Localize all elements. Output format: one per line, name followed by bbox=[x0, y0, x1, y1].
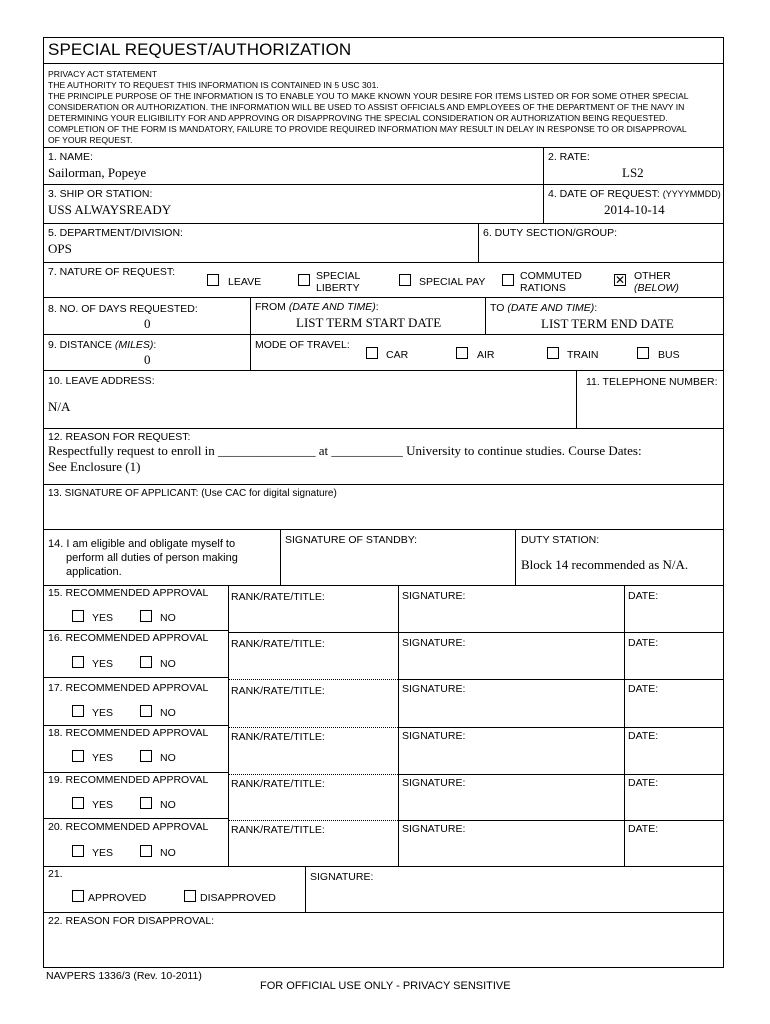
approval-text: RECOMMENDED APPROVAL bbox=[65, 727, 209, 739]
reason-line-2[interactable]: See Enclosure (1) bbox=[48, 459, 141, 474]
privacy-line: COMPLETION OF THE FORM IS MANDATORY, FAILURE TO PROVIDE REQUIRED INFORMATION MAY RESULT IN DELAY IN RESPONSE TO OR DISAPPROVAL bbox=[48, 124, 687, 134]
car-checkbox[interactable] bbox=[366, 347, 378, 359]
divider bbox=[624, 585, 625, 866]
air-checkbox[interactable] bbox=[456, 347, 468, 359]
telephone-label: 11. TELEPHONE NUMBER: bbox=[586, 376, 718, 388]
no-checkbox[interactable] bbox=[140, 705, 152, 717]
no-checkbox[interactable] bbox=[140, 750, 152, 762]
approval-label bbox=[48, 632, 208, 644]
approval-text: RECOMMENDED APPROVAL bbox=[65, 821, 209, 833]
divider bbox=[228, 632, 724, 633]
yes-label: YES bbox=[92, 752, 114, 764]
divider bbox=[543, 147, 544, 223]
divider bbox=[43, 585, 724, 586]
divider bbox=[228, 679, 398, 680]
divider bbox=[43, 184, 724, 185]
commuted-rations-label: COMMUTED bbox=[520, 270, 582, 282]
divider bbox=[43, 223, 724, 224]
to-label: TO (DATE AND TIME): bbox=[490, 302, 598, 314]
ship-field[interactable]: USS ALWAYSREADY bbox=[48, 202, 172, 217]
block14-line-2: perform all duties of person making bbox=[66, 552, 238, 564]
duty-station-label: DUTY STATION: bbox=[521, 534, 600, 546]
leave-label: LEAVE bbox=[228, 276, 262, 288]
disapproved-label: DISAPPROVED bbox=[200, 892, 276, 904]
duty-section-label: 6. DUTY SECTION/GROUP: bbox=[483, 227, 617, 239]
special-liberty-label: SPECIAL bbox=[316, 270, 361, 282]
other-label: OTHER bbox=[634, 270, 671, 282]
approval-number: 17. bbox=[48, 682, 63, 694]
divider bbox=[398, 774, 724, 775]
no-checkbox[interactable] bbox=[140, 797, 152, 809]
block14-line-1: 14. I am eligible and obligate myself to bbox=[48, 538, 236, 550]
signature-label: SIGNATURE: bbox=[402, 730, 466, 742]
special-pay-label: SPECIAL PAY bbox=[419, 276, 486, 288]
block14-line-3: application. bbox=[66, 566, 122, 578]
divider bbox=[398, 585, 399, 866]
from-hint: (DATE AND TIME) bbox=[288, 301, 376, 313]
approval-number: 19. bbox=[48, 774, 63, 786]
name-label: 1. NAME: bbox=[48, 151, 93, 163]
approval-text: RECOMMENDED APPROVAL bbox=[65, 774, 209, 786]
leave-checkbox[interactable] bbox=[207, 274, 219, 286]
yes-checkbox[interactable] bbox=[72, 656, 84, 668]
date-label: DATE: bbox=[628, 590, 659, 602]
approval-text: RECOMMENDED APPROVAL bbox=[65, 682, 209, 694]
form-id: NAVPERS 1336/3 (Rev. 10-2011) bbox=[46, 970, 202, 982]
divider bbox=[43, 262, 724, 263]
date-field[interactable]: 2014-10-14 bbox=[604, 202, 665, 217]
no-label: NO bbox=[160, 799, 176, 811]
no-label: NO bbox=[160, 847, 176, 859]
divider bbox=[280, 529, 281, 585]
form-title: SPECIAL REQUEST/AUTHORIZATION bbox=[48, 40, 352, 59]
to-label-text: TO bbox=[490, 302, 505, 314]
leave-address-field[interactable]: N/A bbox=[48, 399, 71, 414]
divider bbox=[43, 772, 228, 773]
days-field[interactable]: 0 bbox=[144, 316, 151, 331]
no-checkbox[interactable] bbox=[140, 656, 152, 668]
divider bbox=[43, 370, 724, 371]
divider bbox=[43, 912, 724, 913]
privacy-line: THE PRINCIPLE PURPOSE OF THE INFORMATION IS TO ENABLE YOU TO MAKE KNOWN YOUR DESIRE FOR ITEMS LISTED OR FOR SOME OTHER SPECIAL bbox=[48, 91, 689, 101]
divider bbox=[478, 223, 479, 262]
distance-field[interactable]: 0 bbox=[144, 352, 151, 367]
from-label-text: FROM bbox=[255, 301, 286, 313]
no-checkbox[interactable] bbox=[140, 845, 152, 857]
no-label: NO bbox=[160, 707, 176, 719]
divider bbox=[250, 297, 251, 370]
approval-label bbox=[48, 821, 208, 833]
divider bbox=[43, 677, 228, 678]
approval-text: RECOMMENDED APPROVAL bbox=[65, 632, 209, 644]
date-label bbox=[548, 188, 721, 200]
from-field[interactable]: LIST TERM START DATE bbox=[296, 315, 442, 330]
signature-label: SIGNATURE: bbox=[402, 777, 466, 789]
privacy-heading: PRIVACY ACT STATEMENT bbox=[48, 69, 158, 79]
special-liberty-label-2: LIBERTY bbox=[316, 282, 360, 294]
signature-label: SIGNATURE: bbox=[402, 823, 466, 835]
yes-label: YES bbox=[92, 799, 114, 811]
privacy-notice: FOR OFFICIAL USE ONLY - PRIVACY SENSITIVE bbox=[260, 980, 511, 992]
no-label: NO bbox=[160, 658, 176, 670]
divider bbox=[228, 585, 229, 866]
block21-number: 21. bbox=[48, 868, 63, 880]
date-label: DATE: bbox=[628, 730, 659, 742]
divider bbox=[228, 774, 398, 775]
other-below-label: (BELOW) bbox=[634, 282, 679, 294]
approval-label bbox=[48, 682, 208, 694]
privacy-line: OF YOUR REQUEST. bbox=[48, 135, 133, 145]
rate-label: 2. RATE: bbox=[548, 151, 590, 163]
from-label: FROM (DATE AND TIME): bbox=[255, 301, 379, 313]
yes-label: YES bbox=[92, 612, 114, 624]
approval-number: 18. bbox=[48, 727, 63, 739]
divider bbox=[398, 727, 724, 728]
privacy-line: THE AUTHORITY TO REQUEST THIS INFORMATION IS CONTAINED IN 5 USC 301. bbox=[48, 80, 379, 90]
approval-number: 20. bbox=[48, 821, 63, 833]
date-label: DATE: bbox=[628, 637, 659, 649]
reason-label: 12. REASON FOR REQUEST: bbox=[48, 431, 191, 443]
rate-field[interactable]: LS2 bbox=[622, 165, 644, 180]
signature-label: SIGNATURE: bbox=[402, 590, 466, 602]
divider bbox=[398, 820, 724, 821]
divider bbox=[43, 818, 228, 819]
days-label: 8. NO. OF DAYS REQUESTED: bbox=[48, 303, 198, 315]
date-format-hint: (YYYYMMDD) bbox=[662, 189, 721, 199]
block21-signature-label: SIGNATURE: bbox=[310, 871, 374, 883]
to-hint: (DATE AND TIME) bbox=[507, 302, 595, 314]
yes-checkbox[interactable] bbox=[72, 610, 84, 622]
approval-label bbox=[48, 727, 208, 739]
divider bbox=[228, 727, 398, 728]
department-field[interactable]: OPS bbox=[48, 241, 72, 256]
no-checkbox[interactable] bbox=[140, 610, 152, 622]
other-checkbox[interactable]: ✕ bbox=[615, 273, 626, 287]
approved-checkbox[interactable] bbox=[72, 890, 84, 902]
reason-line-1[interactable]: Respectfully request to enroll in _______________ at ___________ University to continue studies. Course Dates: bbox=[48, 443, 642, 458]
rank-label: RANK/RATE/TITLE: bbox=[231, 591, 325, 603]
privacy-line: CONSIDERATION OR AUTHORIZATION. THE INFORMATION WILL BE USED TO ASSIST OFFICIALS AND EMPLOYEES OF THE DEPARTMENT OF THE NAVY IN bbox=[48, 102, 685, 112]
car-label: CAR bbox=[386, 349, 409, 361]
duty-station-field[interactable]: Block 14 recommended as N/A. bbox=[521, 557, 689, 572]
approval-label bbox=[48, 774, 208, 786]
divider bbox=[398, 679, 724, 680]
divider bbox=[305, 866, 306, 912]
yes-checkbox[interactable] bbox=[72, 750, 84, 762]
divider bbox=[43, 484, 724, 485]
divider bbox=[43, 428, 724, 429]
special-pay-checkbox[interactable] bbox=[399, 274, 411, 286]
mode-of-travel-label: MODE OF TRAVEL: bbox=[255, 339, 350, 351]
date-label: DATE: bbox=[628, 683, 659, 695]
rank-label: RANK/RATE/TITLE: bbox=[231, 638, 325, 650]
train-label: TRAIN bbox=[567, 349, 599, 361]
yes-checkbox[interactable] bbox=[72, 797, 84, 809]
divider bbox=[43, 147, 724, 148]
special-liberty-checkbox[interactable] bbox=[298, 274, 310, 286]
to-field[interactable]: LIST TERM END DATE bbox=[541, 316, 674, 331]
leave-address-label: 10. LEAVE ADDRESS: bbox=[48, 375, 155, 387]
name-field[interactable]: Sailorman, Popeye bbox=[48, 165, 147, 180]
divider bbox=[43, 297, 724, 298]
divider bbox=[43, 63, 724, 64]
bus-checkbox[interactable] bbox=[637, 347, 649, 359]
approval-number: 15. bbox=[48, 587, 63, 599]
commuted-rations-label-2: RATIONS bbox=[520, 282, 566, 294]
distance-label: 9. DISTANCE (MILES): bbox=[48, 339, 157, 351]
date-label: DATE: bbox=[628, 777, 659, 789]
approval-label bbox=[48, 587, 208, 599]
yes-checkbox[interactable] bbox=[72, 845, 84, 857]
rank-label: RANK/RATE/TITLE: bbox=[231, 778, 325, 790]
applicant-signature-label: 13. SIGNATURE OF APPLICANT: (Use CAC for digital signature) bbox=[48, 488, 337, 499]
rank-label: RANK/RATE/TITLE: bbox=[231, 731, 325, 743]
divider bbox=[515, 529, 516, 585]
department-label: 5. DEPARTMENT/DIVISION: bbox=[48, 227, 183, 239]
divider bbox=[43, 529, 724, 530]
divider bbox=[576, 370, 577, 428]
standby-signature-label: SIGNATURE OF STANDBY: bbox=[285, 534, 418, 546]
rank-label: RANK/RATE/TITLE: bbox=[231, 824, 325, 836]
train-checkbox[interactable] bbox=[547, 347, 559, 359]
approval-text: RECOMMENDED APPROVAL bbox=[65, 587, 209, 599]
distance-unit: (MILES) bbox=[114, 339, 154, 351]
yes-checkbox[interactable] bbox=[72, 705, 84, 717]
yes-label: YES bbox=[92, 658, 114, 670]
signature-label: SIGNATURE: bbox=[402, 683, 466, 695]
divider bbox=[43, 630, 228, 631]
disapproval-reason-label: 22. REASON FOR DISAPPROVAL: bbox=[48, 915, 215, 927]
disapproved-checkbox[interactable] bbox=[184, 890, 196, 902]
divider bbox=[43, 866, 724, 867]
air-label: AIR bbox=[477, 349, 495, 361]
distance-label-text: 9. DISTANCE bbox=[48, 339, 112, 351]
nature-label: 7. NATURE OF REQUEST: bbox=[48, 266, 175, 278]
commuted-rations-checkbox[interactable] bbox=[502, 274, 514, 286]
no-label: NO bbox=[160, 752, 176, 764]
divider bbox=[485, 297, 486, 334]
privacy-line: DETERMINING YOUR ELIGIBILITY FOR AND APPROVING OR DISAPPROVING THE SPECIAL CONSIDERATION OR AUTHORIZATION BEING REQUESTED. bbox=[48, 113, 668, 123]
yes-label: YES bbox=[92, 847, 114, 859]
date-label-text: 4. DATE OF REQUEST: bbox=[548, 188, 660, 200]
no-label: NO bbox=[160, 612, 176, 624]
approved-label: APPROVED bbox=[88, 892, 147, 904]
date-label: DATE: bbox=[628, 823, 659, 835]
divider bbox=[228, 820, 398, 821]
divider bbox=[43, 334, 724, 335]
approval-number: 16. bbox=[48, 632, 63, 644]
divider bbox=[43, 725, 228, 726]
ship-label: 3. SHIP OR STATION: bbox=[48, 188, 153, 200]
rank-label: RANK/RATE/TITLE: bbox=[231, 685, 325, 697]
bus-label: BUS bbox=[658, 349, 680, 361]
yes-label: YES bbox=[92, 707, 114, 719]
signature-label: SIGNATURE: bbox=[402, 637, 466, 649]
